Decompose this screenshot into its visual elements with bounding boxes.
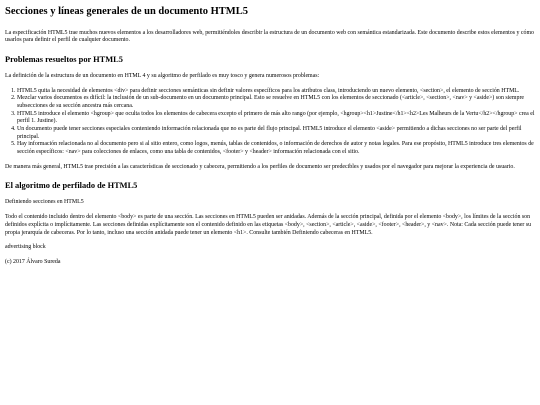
list-item: 1. HTML5 quita la necesidad de elementos <div> para definir secciones semánticas sin definir valores específicos para los atributos class, introduciendo un nuevo elemento, <section>, el elemento de sección HTML.: [17, 88, 536, 96]
copyright-notice: (c) 2017 Álvaro Sureda: [5, 258, 61, 265]
problems-list: [5, 88, 536, 157]
advertising-block: advertising block: [5, 244, 46, 251]
algorithm-subheading: Definiendo secciones en HTML5: [5, 199, 84, 206]
problems-conclusion: De manera más general, HTML5 trae precisión a las características de seccionado y cabecera, permitiendo a los perfiles de documento ser predecibles y usados por el navegador para mejorar la experiencia de usuario.: [5, 163, 515, 170]
problems-heading: Problemas resueltos por HTML5: [5, 54, 123, 64]
list-item: 5. Hay información relacionada no al documento pero si al sitio entero, como logos, menús, tablas de contenidos, o información de derechos de autor y notas legales. Para ese propósito, HTML5 introduce tres elementos de sección específicos: <nav> para colecciones de enlaces, como una tabla de contenidos, <footer> y <header> información relacionada con el sitio.: [17, 141, 536, 156]
problems-intro: La definición de la estructura de un documento en HTML 4 y su algoritmo de perfilado es muy tosco y genera numerosos problemas:: [5, 73, 320, 80]
intro-paragraph: La especificación HTML5 trae muchos nuevos elementos a los desarrolladores web, permitiéndoles describir la estructura de un documento web con semántica estandarizada. Este documento describe estos elementos y cómo usarlos para definir el perfil de cualquier documento.: [5, 29, 534, 44]
algorithm-body: Todo el contenido incluido dentro del elemento <body> es parte de una sección. Las secciones en HTML5 pueden ser anidadas. Además de la sección principal, definida por el elemento <body>, los límites de la sección son definidos explícita o implícitamente. Las secciones definidas explícitamente son el contenido definido en las etiquetas <body>, <section>, <article>, <aside>, <footer>, <header>, y <nav>. Nota: Cada sección puede tener su propia jerarquía de cabeceras. Por lo tanto, incluso una sección anidada puede tener un elemento <h1>. Consulte también Definiendo cabeceras en HTML5.: [5, 214, 532, 236]
list-item: 3. HTML5 introduce el elemento <hgroup> que oculta todos los elementos de cabecera excepto el primero de más alto rango (por ejemplo, <hgroup><h1>Justine</h1><h2>Les Malheurs de la Vertu</h2></hgroup> crea el perfil 1. Justine).: [17, 111, 536, 126]
list-item: 4. Un documento puede tener secciones especiales conteniendo información relacionada que no es parte del flujo principal. HTML5 introduce el elemento <aside> permitiendo a dichas secciones no ser parte del perfil principal.: [17, 126, 536, 141]
page-title: Secciones y líneas generales de un documento HTML5: [5, 6, 248, 17]
list-item: 2. Mezclar varios documentos es difícil: la inclusión de un sub-documento en un documento principal. Esto se resuelve en HTML5 con los elementos de seccionado (<article>, <section>, <nav> y <aside>) son siempre subsecciones de su sección ancestra más cercana.: [17, 95, 536, 110]
algorithm-heading: El algoritmo de perfilado de HTML5: [5, 181, 138, 191]
